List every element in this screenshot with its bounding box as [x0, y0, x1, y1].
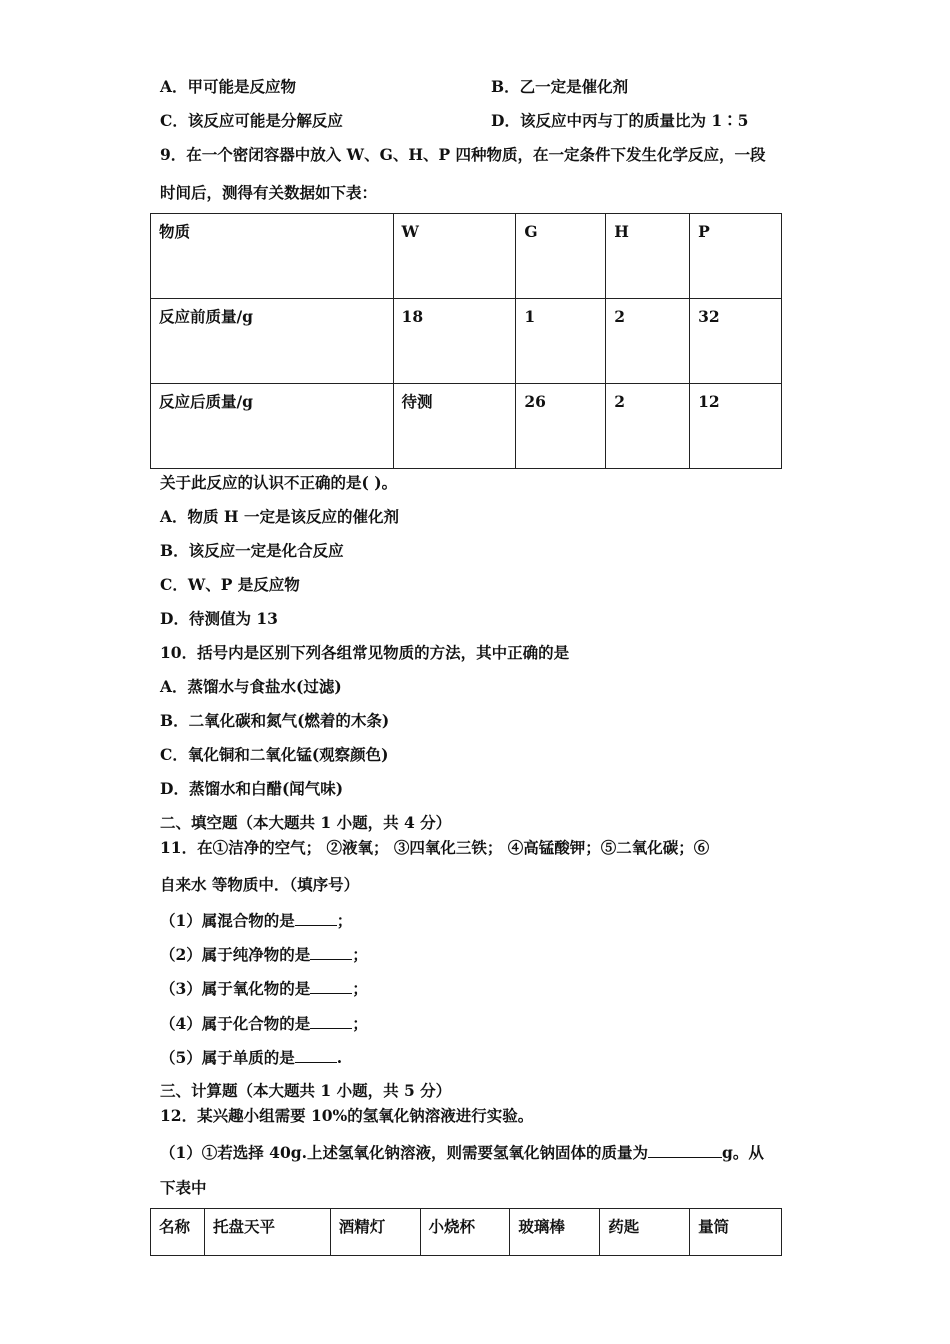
- q11-stem-line2: 自来水 等物质中．（填序号）: [160, 875, 360, 894]
- table-row: [151, 384, 782, 469]
- q11-item-4: [160, 1012, 368, 1034]
- table-cell: 12: [690, 384, 782, 469]
- table-header-cell: P: [690, 214, 782, 299]
- q10-stem: 10．括号内是区别下列各组常见物质的方法，其中正确的是: [160, 643, 570, 662]
- q8-option-d: D．该反应中丙与丁的质量比为 1∶5: [491, 111, 749, 130]
- q11-item-label: （1）属混合物的是: [160, 911, 295, 930]
- answer-blank[interactable]: [310, 1012, 352, 1029]
- q11-item-end: ；: [352, 945, 368, 964]
- table-header-cell: H: [606, 214, 690, 299]
- table-cell: 酒精灯: [330, 1209, 420, 1256]
- table-header-cell: G: [516, 214, 606, 299]
- section3-heading: 三、计算题（本大题共 1 小题，共 5 分）: [160, 1081, 452, 1100]
- q9-data-table: [150, 213, 782, 469]
- q12-line2: 下表中: [160, 1178, 207, 1197]
- q12-part1: [160, 1141, 764, 1163]
- table-cell: 32: [690, 299, 782, 384]
- table-header-row: [151, 214, 782, 299]
- table-cell: 待测: [393, 384, 516, 469]
- q8-option-b: B．乙一定是催化剂: [491, 77, 629, 96]
- table-cell: 托盘天平: [204, 1209, 330, 1256]
- q11-item-end: ；: [336, 911, 353, 930]
- q10-option-c: C．氧化铜和二氧化锰(观察颜色): [160, 745, 389, 764]
- q12-part1-text: （1）①若选择 40g.上述氢氧化钠溶液，则需要氢氧化钠固体的质量为: [160, 1143, 648, 1162]
- answer-blank[interactable]: [295, 909, 337, 926]
- q11-item-label: （2）属于纯净物的是: [160, 945, 311, 964]
- answer-blank[interactable]: [310, 943, 352, 960]
- q11-item-end: .: [336, 1048, 343, 1067]
- table-cell: 量筒: [690, 1209, 782, 1256]
- q11-item-2: [160, 943, 368, 965]
- table-cell: 18: [393, 299, 516, 384]
- q8-option-c: C．该反应可能是分解反应: [160, 111, 343, 130]
- table-cell: 反应前质量/g: [151, 299, 394, 384]
- q9-option-d: D．待测值为 13: [160, 609, 278, 628]
- table-cell: 玻璃棒: [510, 1209, 600, 1256]
- table-header-cell: W: [393, 214, 516, 299]
- q12-part1-unit: g。从: [722, 1143, 764, 1162]
- q10-option-a: A．蒸馏水与食盐水(过滤): [160, 677, 342, 696]
- q11-item-label: （4）属于化合物的是: [160, 1014, 311, 1033]
- q8-option-a: A．甲可能是反应物: [160, 77, 297, 96]
- q11-item-3: [160, 977, 368, 999]
- table-row: [151, 1209, 782, 1256]
- section2-heading: 二、填空题（本大题共 1 小题，共 4 分）: [160, 813, 452, 832]
- answer-blank[interactable]: [310, 977, 352, 994]
- q10-option-b: B．二氧化碳和氮气(燃着的木条): [160, 711, 390, 730]
- q11-item-end: ；: [352, 1014, 368, 1033]
- answer-blank[interactable]: [295, 1046, 337, 1063]
- q11-stem-line1: 11．在①洁净的空气； ②液氧； ③四氧化三铁； ④高锰酸钾；⑤二氧化碳；⑥: [160, 838, 710, 857]
- q9-option-a: A．物质 H 一定是该反应的催化剂: [160, 507, 399, 526]
- table-cell: 26: [516, 384, 606, 469]
- equipment-table: [150, 1208, 782, 1256]
- q12-stem: 12．某兴趣小组需要 10%的氢氧化钠溶液进行实验。: [160, 1106, 534, 1125]
- q9-question: 关于此反应的认识不正确的是( )。: [160, 473, 398, 492]
- table-row: [151, 299, 782, 384]
- table-cell: 反应后质量/g: [151, 384, 394, 469]
- q11-item-label: （5）属于单质的是: [160, 1048, 295, 1067]
- table-cell: 1: [516, 299, 606, 384]
- answer-blank[interactable]: [648, 1141, 722, 1158]
- q9-option-c: C．W、P 是反应物: [160, 575, 300, 594]
- table-cell: 名称: [151, 1209, 205, 1256]
- table-header-cell: 物质: [151, 214, 394, 299]
- q9-stem-line1: 9．在一个密闭容器中放入 W、G、H、P 四种物质，在一定条件下发生化学反应，一段: [160, 145, 766, 164]
- q11-item-label: （3）属于氧化物的是: [160, 979, 311, 998]
- table-cell: 2: [606, 384, 690, 469]
- table-cell: 2: [606, 299, 690, 384]
- q10-option-d: D．蒸馏水和白醋(闻气味): [160, 779, 344, 798]
- table-cell: 小烧杯: [420, 1209, 510, 1256]
- q9-option-b: B．该反应一定是化合反应: [160, 541, 344, 560]
- q11-item-1: [160, 909, 352, 931]
- table-cell: 药匙: [600, 1209, 690, 1256]
- q9-stem-line2: 时间后，测得有关数据如下表：: [160, 183, 378, 202]
- q11-item-end: ；: [352, 979, 368, 998]
- q11-item-5: [160, 1046, 342, 1068]
